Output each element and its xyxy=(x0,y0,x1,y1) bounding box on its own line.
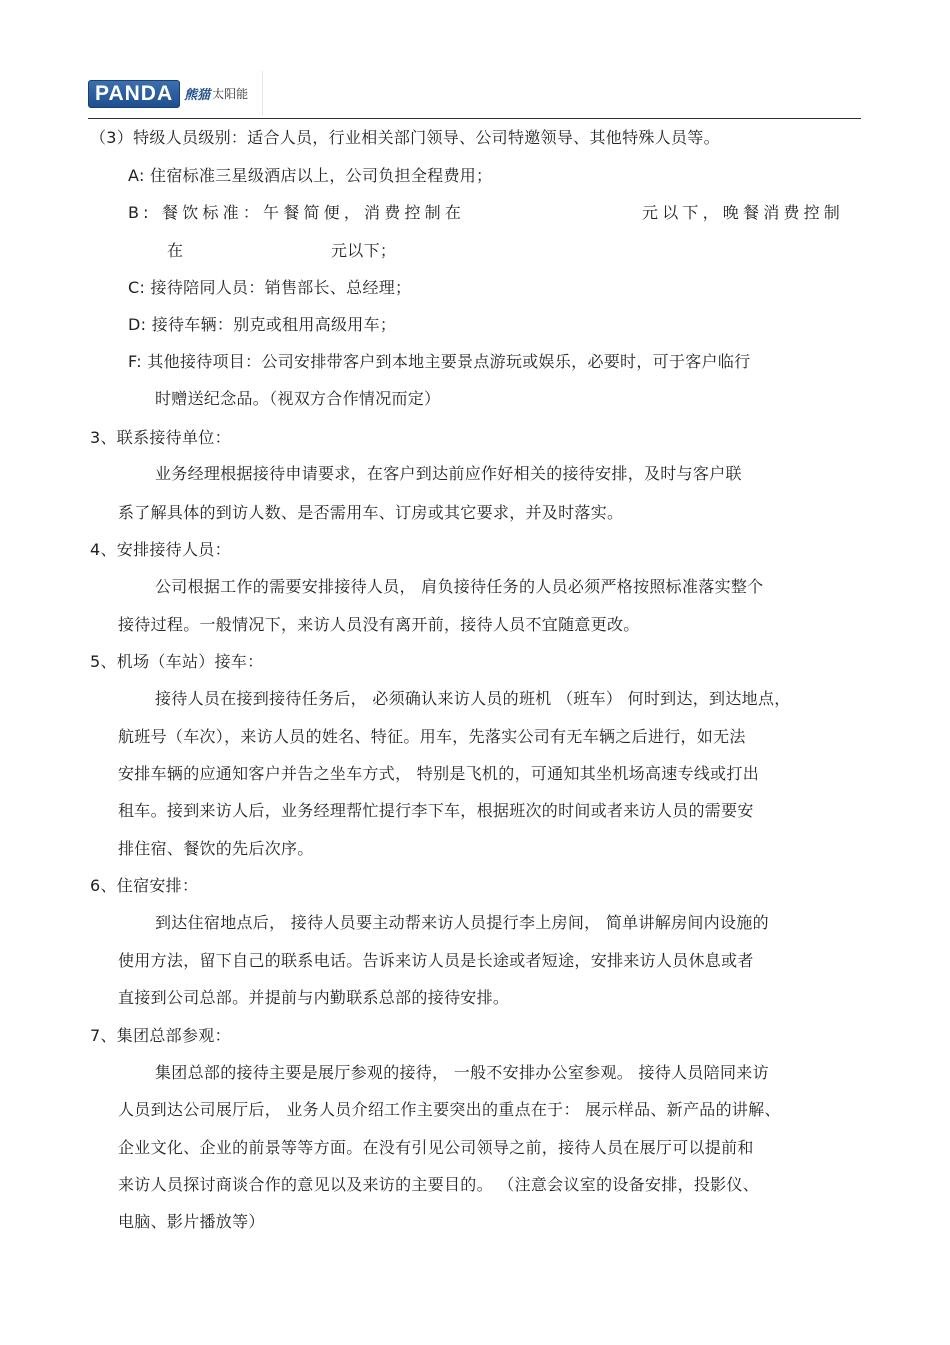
section-heading: 6、住宿安排： xyxy=(90,876,199,895)
text-line: 租车。接到来访人后，业务经理帮忙提行李下车，根据班次的时间或者来访人员的需要安 xyxy=(118,801,754,820)
text-line: B: 餐饮标准：午餐简便，消费控制在 xyxy=(128,203,466,222)
logo-script-text: 熊猫 xyxy=(184,88,211,103)
text-line: 时赠送纪念品。（视双方合作情况而定） xyxy=(155,389,441,408)
text-line: 到达住宿地点后， 接待人员要主动帮来访人员提行李上房间， 简单讲解房间内设施的 xyxy=(155,913,769,932)
text-line: 安排车辆的应通知客户并告之坐车方式， 特别是飞机的，可通知其坐机场高速专线或打出 xyxy=(118,764,760,783)
text-line: 元以下； xyxy=(331,241,397,260)
text-line: 集团总部的接待主要是展厅参观的接待， 一般不安排办公室参观。 接待人员陪同来访 xyxy=(155,1063,769,1082)
header-divider xyxy=(88,118,861,119)
text-line: F: 其他接待项目：公司安排带客户到本地主要景点游玩或娱乐，必要时，可于客户临行 xyxy=(128,352,751,371)
section-heading: 4、安排接待人员： xyxy=(90,540,231,559)
text-line: 电脑、影片播放等） xyxy=(118,1212,265,1231)
text-line: 接待过程。一般情况下，来访人员没有离开前，接待人员不宜随意更改。 xyxy=(118,615,640,634)
text-line: 业务经理根据接待申请要求，在客户到达前应作好相关的接待安排，及时与客户联 xyxy=(155,464,742,483)
text-line: 在 xyxy=(167,241,184,260)
text-line: C: 接待陪同人员：销售部长、总经理； xyxy=(128,278,412,297)
section-heading: 7、集团总部参观： xyxy=(90,1026,231,1045)
text-line: 使用方法，留下自己的联系电话。告诉来访人员是长途或者短途，安排来访人员休息或者 xyxy=(118,951,754,970)
text-line: 接待人员在接到接待任务后， 必须确认来访人员的班机 （班车） 何时到达，到达地点， xyxy=(155,689,791,708)
section-heading: 3、联系接待单位： xyxy=(90,428,231,447)
text-line: 排住宿、餐饮的先后次序。 xyxy=(118,839,314,858)
text-line: 直接到公司总部。并提前与内勤联系总部的接待安排。 xyxy=(118,988,510,1007)
text-line: 系了解具体的到访人数、是否需用车、订房或其它要求，并及时落实。 xyxy=(118,503,624,522)
text-line: 元以下，晚餐消费控制 xyxy=(642,203,845,222)
logo-panda-text: PANDA xyxy=(88,80,180,108)
section-heading: 5、机场（车站）接车： xyxy=(90,652,264,671)
text-line: 企业文化、企业的前景等等方面。在没有引见公司领导之前，接待人员在展厅可以提前和 xyxy=(118,1138,754,1157)
text-line: 来访人员探讨商谈合作的意见以及来访的主要目的。 （注意会议室的设备安排，投影仪、 xyxy=(118,1175,760,1194)
company-logo xyxy=(88,71,263,116)
text-line: （3）特级人员级别：适合人员，行业相关部门领导、公司特邀领导、其他特殊人员等。 xyxy=(90,128,720,147)
logo-subtitle: 太阳能 xyxy=(212,87,249,101)
text-line: 公司根据工作的需要安排接待人员， 肩负接待任务的人员必须严格按照标准落实整个 xyxy=(155,577,764,596)
text-line: D: 接待车辆：别克或租用高级用车； xyxy=(128,315,397,334)
text-line: 航班号（车次），来访人员的姓名、特征。用车，先落实公司有无车辆之后进行，如无法 xyxy=(118,727,746,746)
text-line: A: 住宿标准三星级酒店以上，公司负担全程费用； xyxy=(128,166,493,185)
text-line: 人员到达公司展厅后， 业务人员介绍工作主要突出的重点在于： 展示样品、新产品的讲解、 xyxy=(118,1100,781,1119)
